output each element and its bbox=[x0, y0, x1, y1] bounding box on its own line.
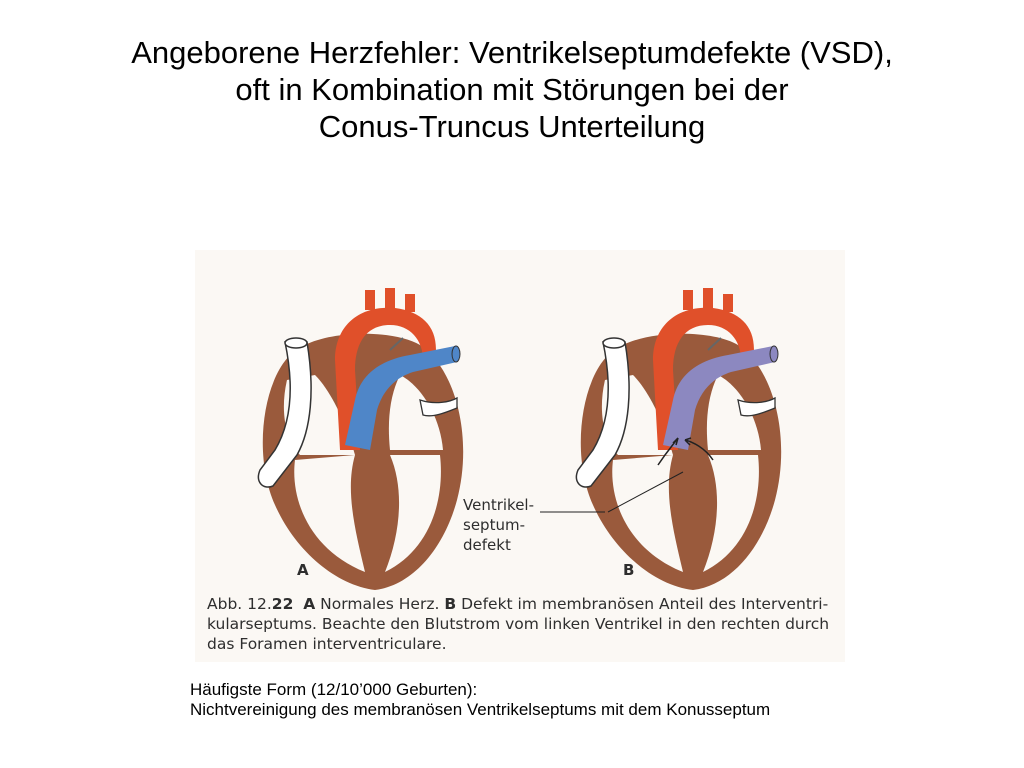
heart-figure bbox=[195, 250, 845, 662]
caption-label-b: B bbox=[444, 595, 457, 613]
defect-label-line-3: defekt bbox=[463, 536, 511, 554]
footer-line-2: Nichtvereinigung des membranösen Ventrikelseptums mit dem Konusseptum bbox=[190, 700, 771, 719]
heart-a-aorta-branch bbox=[385, 288, 395, 310]
heart-b-aorta-branch bbox=[723, 294, 733, 312]
caption-figure-number-bold: 22 bbox=[271, 595, 294, 613]
heart-a-aorta-branch bbox=[405, 294, 415, 312]
heart-b bbox=[576, 288, 781, 590]
caption-label-a: A bbox=[303, 595, 316, 613]
panel-b-label: B bbox=[623, 561, 635, 579]
heart-a-vena-cava-opening bbox=[285, 338, 307, 348]
heart-b-pulmonary-opening bbox=[770, 346, 778, 362]
defect-label-line-1: Ventrikel- bbox=[463, 496, 535, 514]
caption-figure-number: Abb. 12. bbox=[207, 595, 272, 613]
panel-a-label: A bbox=[297, 561, 309, 579]
caption-text-a: Normales Herz. bbox=[315, 595, 445, 613]
heart-b-vena-cava-opening bbox=[603, 338, 625, 348]
caption-text-b: Defekt im membranösen Anteil des Interventri-kularseptums. Beachte den Blutstrom vom linken Ventrikel in den rechten durch das Foramen interventriculare. bbox=[207, 595, 830, 653]
defect-label-line-2: septum- bbox=[463, 516, 525, 534]
heart-a-pulmonary-opening bbox=[452, 346, 460, 362]
heart-diagram bbox=[195, 250, 845, 590]
figure-caption bbox=[207, 594, 837, 654]
heart-a bbox=[258, 288, 463, 590]
title-line-1: Angeborene Herzfehler: Ventrikelseptumdefekte (VSD), bbox=[131, 35, 893, 70]
title-line-3: Conus-Truncus Unterteilung bbox=[318, 109, 706, 144]
footer-line-1: Häufigste Form (12/10’000 Geburten): bbox=[190, 680, 478, 699]
heart-b-aorta-branch bbox=[703, 288, 713, 310]
slide-title bbox=[60, 34, 964, 145]
footer-note bbox=[190, 680, 990, 720]
heart-b-aorta-branch bbox=[683, 290, 693, 310]
title-line-2: oft in Kombination mit Störungen bei der bbox=[235, 72, 789, 107]
heart-a-aorta-branch bbox=[365, 290, 375, 310]
